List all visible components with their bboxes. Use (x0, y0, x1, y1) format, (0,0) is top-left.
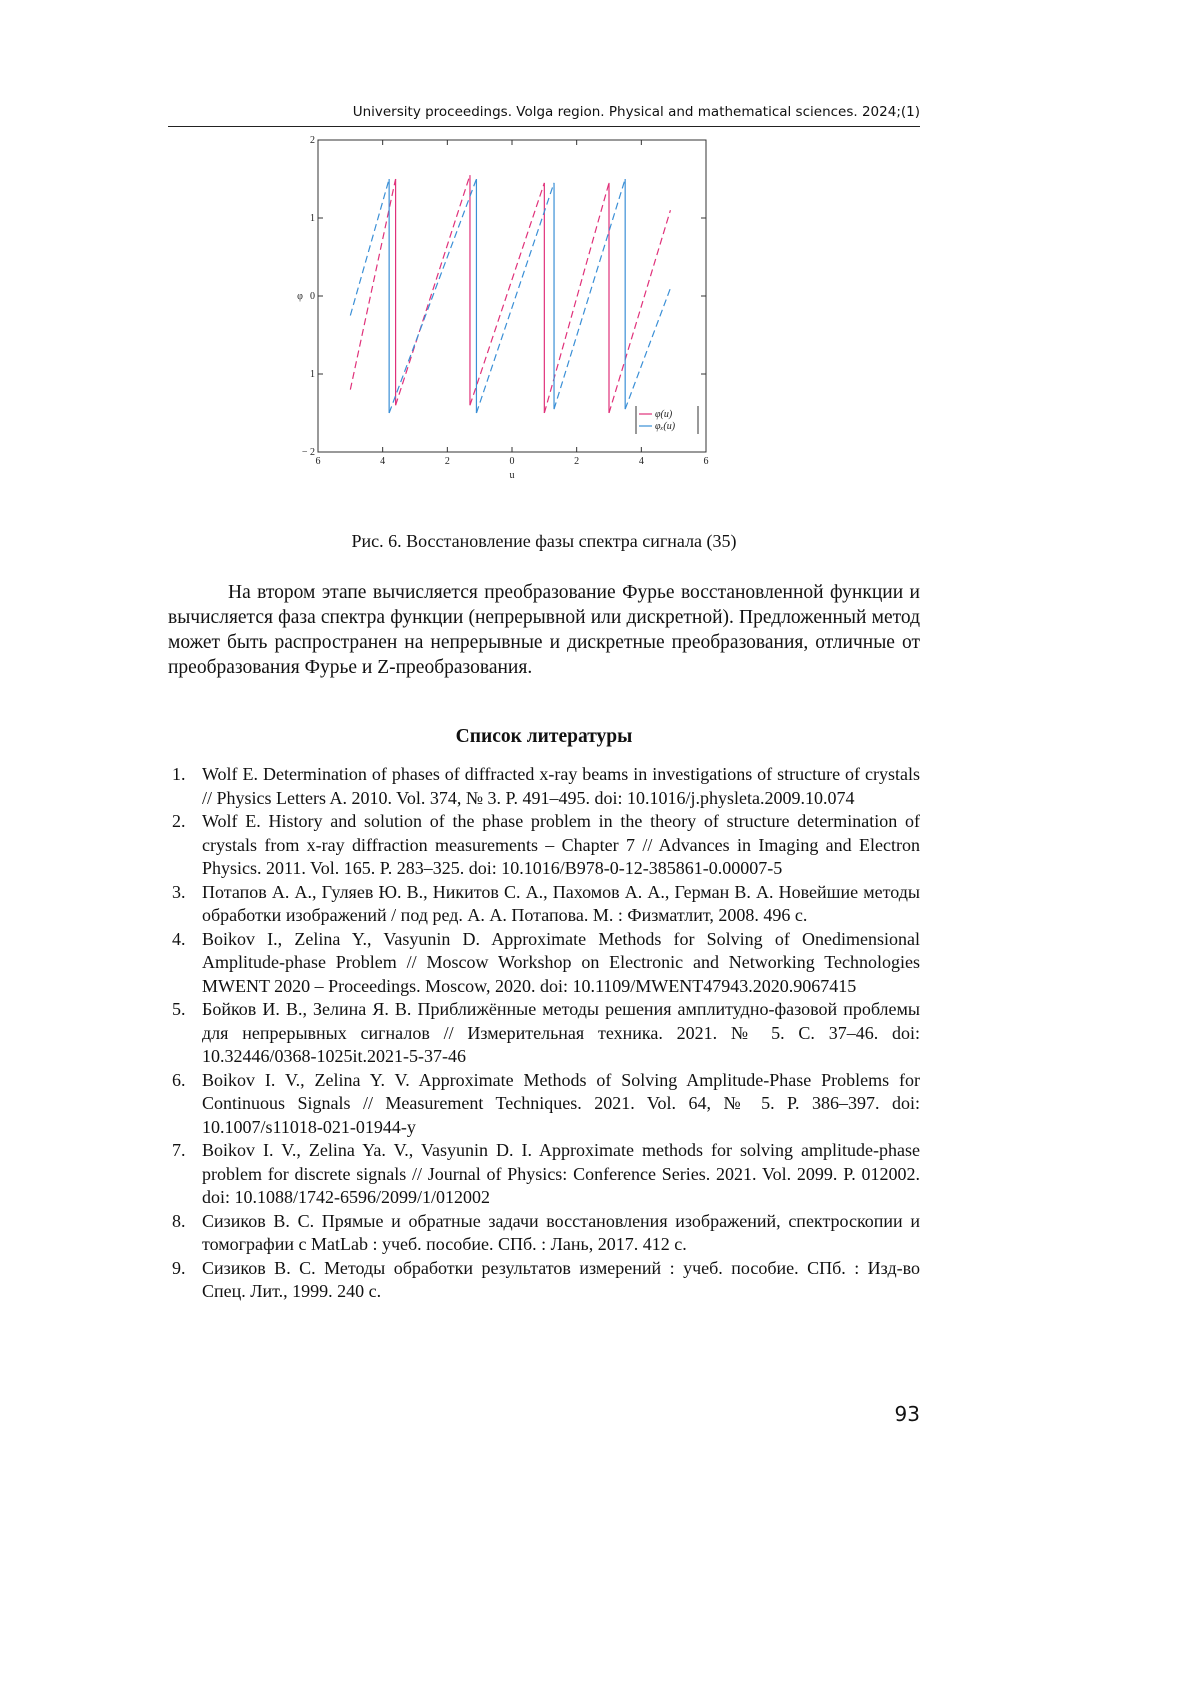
reference-item (168, 1210, 920, 1257)
y-tick-label: 0 (310, 291, 315, 302)
reference-text: Wolf E. History and solution of the phase problem in the theory of structure determination of crystals from x-ray diffraction measurements – Chapter 7 // Advances in Imaging and Electron Physics. 2011. Vol. 165. P. 283–325. doi: 10.1016/B978-0-12-385861-0.00007-5 (202, 811, 920, 878)
y-tick-label: 2 (310, 135, 315, 146)
y-tick-label: 1 (310, 369, 315, 380)
series-1-segment (625, 288, 670, 409)
reference-item (168, 763, 920, 810)
phase-chart (297, 135, 800, 520)
reference-number: 5. (172, 999, 186, 1019)
page-number: 93 (894, 1402, 920, 1426)
reference-item (168, 1139, 920, 1210)
reference-text: Boikov I., Zelina Y., Vasyunin D. Approximate Methods for Solving of Onedimensional Amplitude-phase Problem // Moscow Workshop on Electronic and Networking Technologies MWENT 2020 – Proceedings. Moscow, 2020. doi: 10.1109/MWENT47943.2020.9067415 (202, 928, 920, 996)
series-1-segment (350, 179, 389, 316)
reference-number: 7. (172, 1140, 186, 1160)
x-tick-label: 2 (574, 456, 580, 467)
x-axis-label: u (509, 470, 515, 481)
legend-label: φ(u) (655, 409, 673, 420)
x-tick-label: 4 (380, 456, 386, 467)
legend-label: φₓ(u) (655, 421, 676, 432)
reference-number: 9. (172, 1257, 186, 1278)
x-tick-label: 6 (703, 456, 709, 467)
reference-text: Boikov I. V., Zelina Y. V. Approximate Methods of Solving Amplitude-Phase Problems for Continuous Signals // Measurement Techniques. 2021. Vol. 64, № 5. P. 386–397. doi: 10.1007/s11018-021-01944-y (202, 1069, 920, 1137)
reference-text: Потапов А. А., Гуляев Ю. В., Никитов С. А., Пахомов А. А., Герман В. А. Новейшие методы обработки изображений / под ред. А. А. Потапова. М. : Физматлит, 2008. 496 с. (202, 881, 920, 925)
reference-number: 1. (172, 764, 186, 784)
running-title: University proceedings. Volga region. Physical and mathematical sciences. 2024;(1) (352, 104, 920, 120)
reference-item (168, 1257, 920, 1304)
references-list (168, 763, 920, 1304)
reference-number: 3. (172, 881, 186, 902)
x-tick-label: 4 (638, 456, 644, 467)
body-paragraph: На втором этапе вычисляется преобразование Фурье восстановленной функции и вычисляется фаза спектра функции (непрерывной или дискретной). Предложенный метод может быть распространен на непрерывные и дискретные преобразования, отличные от преобразования Фурье и Z-преобразования. (168, 582, 920, 678)
x-tick-label: 0 (509, 456, 515, 467)
series-0-segment (470, 183, 544, 405)
x-tick-label: 6 (315, 456, 321, 467)
reference-item (168, 928, 920, 999)
reference-number: 8. (172, 1210, 186, 1231)
reference-number: 2. (172, 811, 186, 831)
series-1-segment (476, 183, 554, 413)
reference-item (168, 810, 920, 881)
y-tick-label: 1 (310, 213, 315, 224)
reference-number: 4. (172, 928, 186, 949)
plot-frame (318, 140, 706, 452)
x-tick-label: 2 (444, 456, 450, 467)
running-header (168, 102, 920, 127)
reference-item (168, 881, 920, 928)
references-title: Список литературы (455, 726, 633, 747)
reference-text: Сизиков В. С. Методы обработки результатов измерений : учеб. пособие. СПб. : Изд-во Спец. Лит., 1999. 240 с. (202, 1257, 920, 1301)
reference-text: Wolf E. Determination of phases of diffracted x-ray beams in investigations of structure of crystals // Physics Letters A. 2010. Vol. 374, № 3. P. 491–495. doi: 10.1016/j.physleta.2009.10.074 (202, 764, 920, 808)
series-0-segment (396, 175, 470, 405)
reference-text: Сизиков В. С. Прямые и обратные задачи восстановления изображений, спектроскопии и томографии с MatLab : учеб. пособие. СПб. : Лань, 2017. 412 с. (202, 1210, 920, 1254)
reference-item (168, 1069, 920, 1140)
figure-phase-chart (297, 135, 800, 520)
reference-number: 6. (172, 1069, 186, 1090)
y-axis-label: φ (297, 291, 303, 302)
reference-text: Boikov I. V., Zelina Ya. V., Vasyunin D. I. Approximate methods for solving amplitude-phase problem for discrete signals // Journal of Physics: Conference Series. 2021. Vol. 2099. P. 012002. doi: 10.1088/1742-6596/2099/1/012002 (202, 1140, 920, 1207)
y-tick-label: − 2 (301, 447, 315, 458)
reference-item (168, 998, 920, 1069)
reference-text: Бойков И. В., Зелина Я. В. Приближённые методы решения амплитудно-фазовой проблемы для непрерывных сигналов // Измерительная техника. 2021. № 5. С. 37–46. doi: 10.32446/0368-1025it.2021-5-37-46 (202, 999, 920, 1066)
figure-caption: Рис. 6. Восстановление фазы спектра сигнала (35) (351, 531, 737, 551)
series-1-segment (389, 179, 476, 413)
series-1-segment (554, 179, 625, 409)
